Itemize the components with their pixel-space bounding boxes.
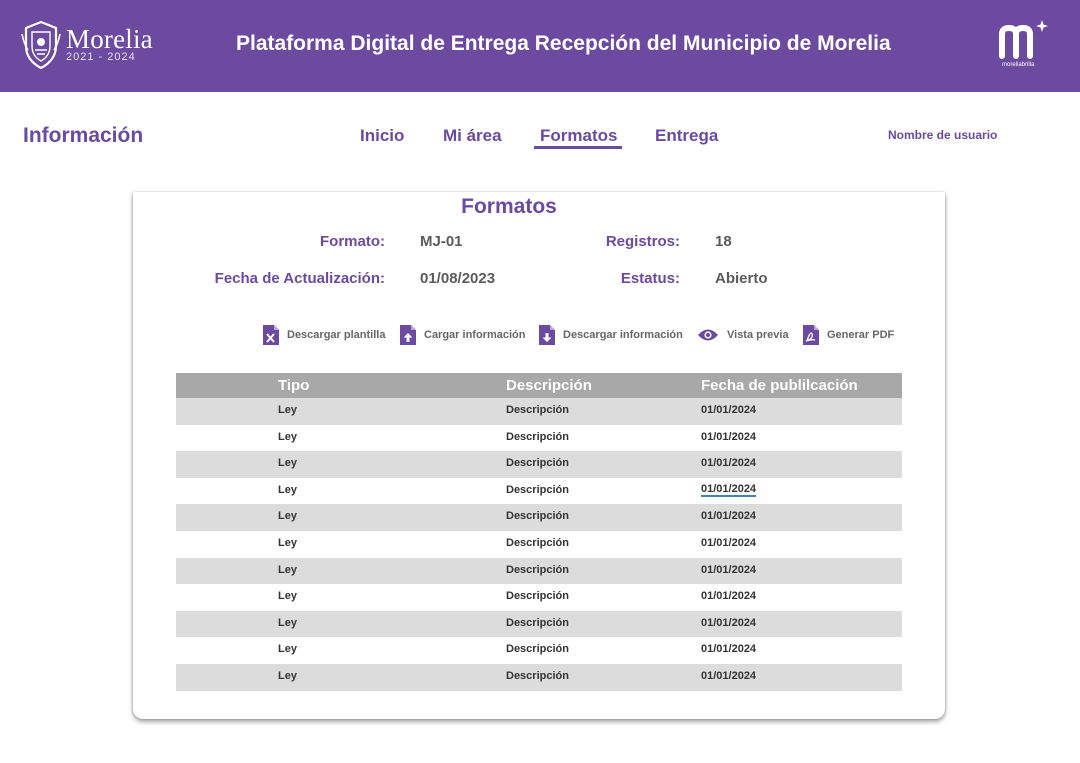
nav-item-entrega[interactable]: Entrega [655, 126, 719, 145]
morelia-logo[interactable] [20, 18, 220, 74]
cell-descripcion: Descripción [506, 404, 569, 416]
generar-pdf-label: Generar PDF [827, 329, 895, 341]
table-row[interactable] [176, 531, 902, 558]
cell-descripcion: Descripción [506, 483, 569, 496]
cell-tipo: Ley [278, 457, 297, 470]
excel-file-icon [263, 325, 279, 345]
column-header-descripcion[interactable]: Descripción [506, 377, 592, 394]
column-header-fecha[interactable]: Fecha de publilcación [701, 377, 858, 394]
vista-previa-button[interactable] [697, 324, 789, 346]
cell-fecha: 01/01/2024 [701, 404, 757, 416]
cell-fecha: 01/01/2024 [701, 643, 757, 656]
page-title: Información [23, 124, 144, 147]
file-upload-icon [400, 325, 416, 345]
formato-value: MJ-01 [420, 233, 463, 250]
eye-icon [697, 328, 719, 342]
cell-descripcion: Descripción [506, 616, 569, 629]
brand-subtitle: moreliabrilla [1002, 62, 1035, 68]
formatos-card [133, 192, 945, 719]
cell-tipo: Ley [278, 430, 297, 443]
file-download-icon [539, 325, 555, 345]
morelia-brilla-logo[interactable] [996, 18, 1056, 74]
estatus-value: Abierto [715, 270, 768, 287]
brand-m-icon [996, 18, 1052, 62]
cell-tipo: Ley [278, 590, 297, 603]
cell-fecha: 01/01/2024 [701, 510, 757, 523]
cell-tipo: Ley [278, 404, 297, 416]
fecha-actualizacion-value: 01/08/2023 [420, 270, 496, 287]
table-header [176, 373, 902, 398]
table-row[interactable] [176, 451, 902, 478]
cell-fecha: 01/01/2024 [701, 563, 757, 576]
table-row[interactable] [176, 504, 902, 531]
pdf-file-icon [803, 325, 819, 345]
cell-descripcion: Descripción [506, 563, 569, 576]
descargar-informacion-label: Descargar información [563, 329, 683, 341]
descargar-informacion-button[interactable] [539, 324, 683, 346]
cell-tipo: Ley [278, 483, 297, 496]
header-bar [0, 0, 1080, 92]
table-row[interactable] [176, 398, 902, 425]
generar-pdf-button[interactable] [803, 324, 894, 346]
cell-tipo: Ley [278, 616, 297, 629]
cell-descripcion: Descripción [506, 590, 569, 603]
table-row[interactable] [176, 478, 902, 505]
cell-fecha: 01/01/2024 [701, 536, 757, 549]
cell-tipo: Ley [278, 669, 297, 682]
crest-icon [20, 20, 62, 70]
cell-fecha: 01/01/2024 [701, 457, 757, 470]
cell-tipo: Ley [278, 563, 297, 576]
nav-item-formatos[interactable]: Formatos [540, 126, 618, 145]
formato-label: Formato: [320, 233, 385, 250]
cargar-informacion-button[interactable] [400, 324, 525, 346]
cell-tipo: Ley [278, 536, 297, 549]
logo-city-name: Morelia [66, 24, 153, 54]
cell-fecha: 01/01/2024 [701, 616, 757, 629]
table-row[interactable] [176, 664, 902, 691]
table-row[interactable] [176, 425, 902, 452]
column-header-tipo[interactable]: Tipo [278, 377, 310, 394]
cell-fecha: 01/01/2024 [701, 430, 757, 443]
table-row[interactable] [176, 637, 902, 664]
cell-fecha: 01/01/2024 [701, 669, 757, 682]
registros-label: Registros: [605, 233, 680, 250]
nav-item-mi-area[interactable]: Mi área [443, 126, 502, 145]
cell-descripcion: Descripción [506, 457, 569, 470]
vista-previa-label: Vista previa [727, 329, 789, 341]
cell-fecha: 01/01/2024 [701, 482, 757, 495]
table-row[interactable] [176, 584, 902, 611]
card-title: Formatos [461, 195, 557, 218]
cell-fecha: 01/01/2024 [701, 590, 757, 603]
table-row[interactable] [176, 611, 902, 638]
actions-toolbar [133, 324, 945, 348]
cell-tipo: Ley [278, 643, 297, 656]
cell-descripcion: Descripción [506, 430, 569, 443]
cell-descripcion: Descripción [506, 669, 569, 682]
nav-item-inicio[interactable]: Inicio [360, 126, 405, 145]
logo-years: 2021 - 2024 [66, 51, 136, 63]
table-row[interactable] [176, 558, 902, 585]
cell-tipo: Ley [278, 510, 297, 523]
formatos-table [176, 373, 902, 691]
cell-descripcion: Descripción [506, 643, 569, 656]
cargar-informacion-label: Cargar información [424, 329, 526, 341]
descargar-plantilla-label: Descargar plantilla [287, 329, 386, 341]
fecha-actualizacion-label: Fecha de Actualización: [214, 270, 385, 287]
descargar-plantilla-button[interactable] [263, 324, 385, 346]
user-name[interactable]: Nombre de usuario [888, 128, 998, 142]
cell-descripcion: Descripción [506, 510, 569, 523]
estatus-label: Estatus: [620, 270, 680, 287]
registros-value: 18 [715, 233, 732, 250]
cell-descripcion: Descripción [506, 536, 569, 549]
app-title: Plataforma Digital de Entrega Recepción del Municipio de Morelia [236, 32, 891, 55]
